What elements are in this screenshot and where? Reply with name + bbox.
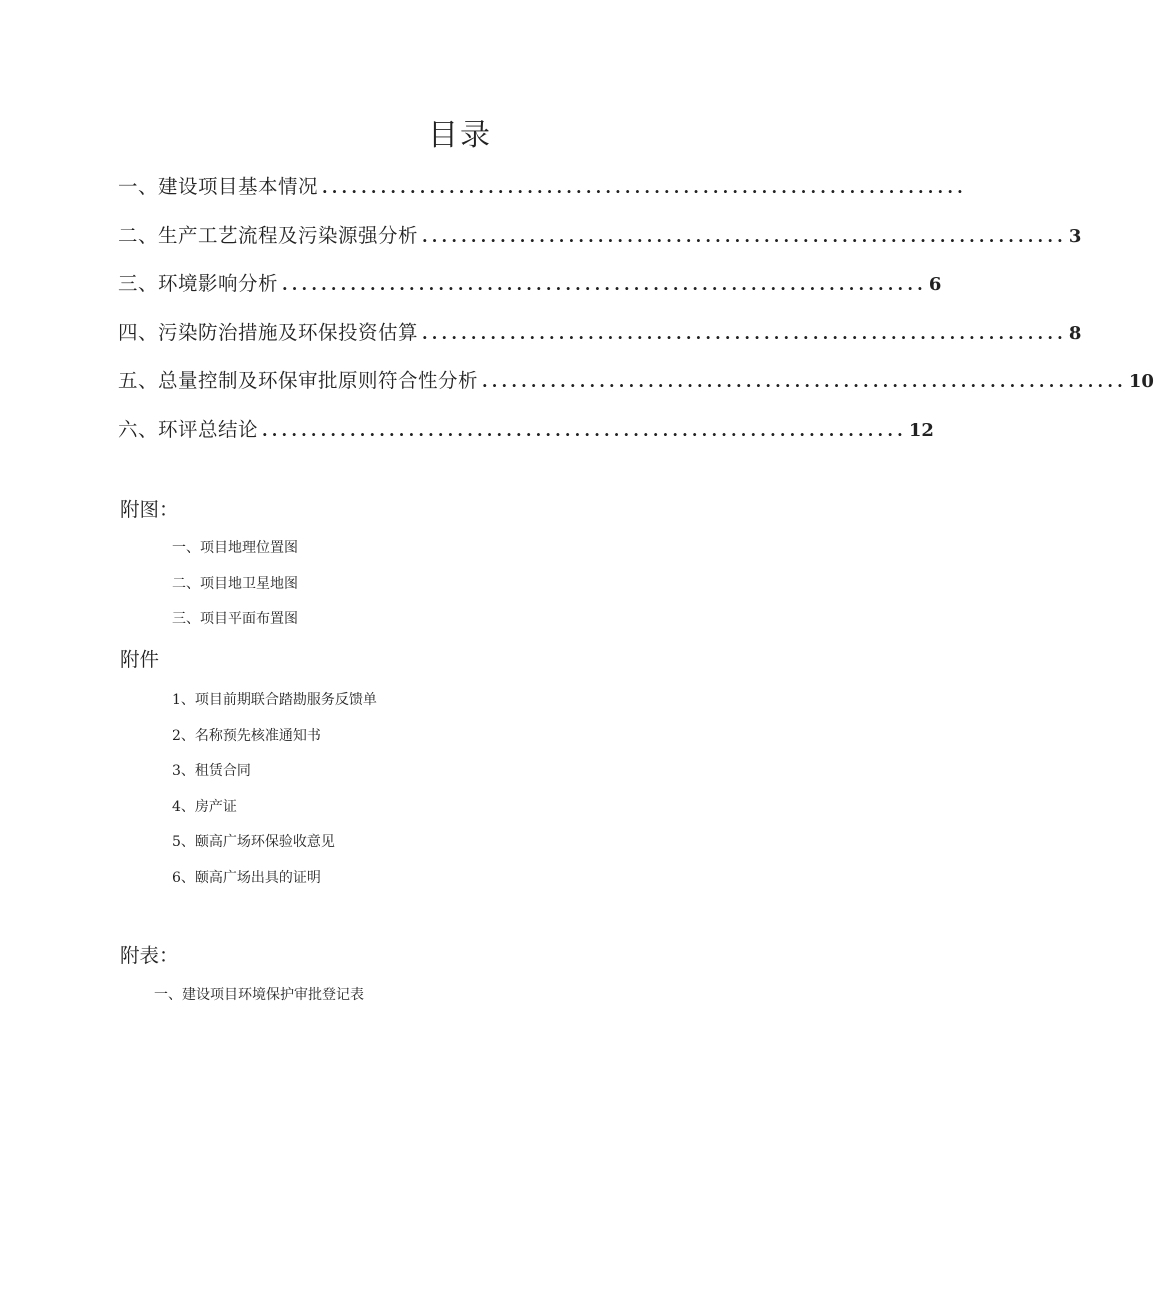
toc-entry-3[interactable] [118, 269, 942, 318]
list-item: 5、颐高广场环保验收意见 [172, 834, 335, 850]
toc-leader-dots: .................................................................. [282, 275, 927, 294]
table-of-contents [118, 172, 1154, 463]
toc-entry-label: 四、污染防治措施及环保投资估算 [118, 320, 419, 344]
toc-entry-page: 6 [928, 274, 942, 295]
toc-leader-dots: .................................................................. [422, 323, 1067, 343]
list-item: 二、项目地卫星地图 [172, 575, 298, 592]
page-title: 目录 [428, 118, 492, 153]
toc-entry-2[interactable] [118, 221, 1082, 270]
tables-list [154, 985, 364, 1021]
list-item: 一、建设项目环境保护审批登记表 [154, 987, 364, 1003]
tables-heading: 附表： [120, 944, 179, 967]
toc-entry-label: 三、环境影响分析 [118, 272, 279, 295]
toc-entry-label: 六、环评总结论 [118, 417, 259, 441]
toc-entry-label: 一、建设项目基本情况 [118, 175, 319, 198]
toc-entry-1[interactable] [118, 172, 967, 221]
toc-leader-dots: .................................................................. [482, 372, 1127, 391]
list-item: 1、项目前期联合踏勘服务反馈单 [172, 692, 377, 708]
toc-leader-dots: .................................................................. [422, 226, 1067, 246]
toc-entry-5[interactable] [118, 366, 1154, 415]
attachments-heading: 附件 [120, 648, 160, 671]
toc-leader-dots: .................................................................. [262, 420, 907, 440]
toc-entry-label: 二、生产工艺流程及污染源强分析 [118, 223, 419, 247]
figures-heading: 附图： [120, 498, 179, 521]
figures-list [172, 538, 298, 645]
attachments-list [172, 690, 377, 903]
toc-entry-page: 3 [1068, 225, 1082, 247]
toc-entry-page: 8 [1068, 322, 1082, 344]
list-item: 4、房产证 [172, 798, 237, 815]
toc-entry-6[interactable] [118, 415, 934, 464]
list-item: 2、名称预先核准通知书 [172, 727, 321, 744]
list-item: 6、颐高广场出具的证明 [172, 869, 321, 886]
toc-entry-page: 10 [1128, 371, 1154, 392]
toc-leader-dots: .................................................................. [322, 178, 967, 197]
list-item: 一、项目地理位置图 [172, 540, 298, 556]
list-item: 三、项目平面布置图 [172, 611, 298, 627]
toc-entry-label: 五、总量控制及环保审批原则符合性分析 [118, 369, 479, 392]
toc-entry-4[interactable] [118, 318, 1082, 367]
list-item: 3、租赁合同 [172, 763, 251, 779]
toc-entry-page: 12 [908, 419, 934, 441]
